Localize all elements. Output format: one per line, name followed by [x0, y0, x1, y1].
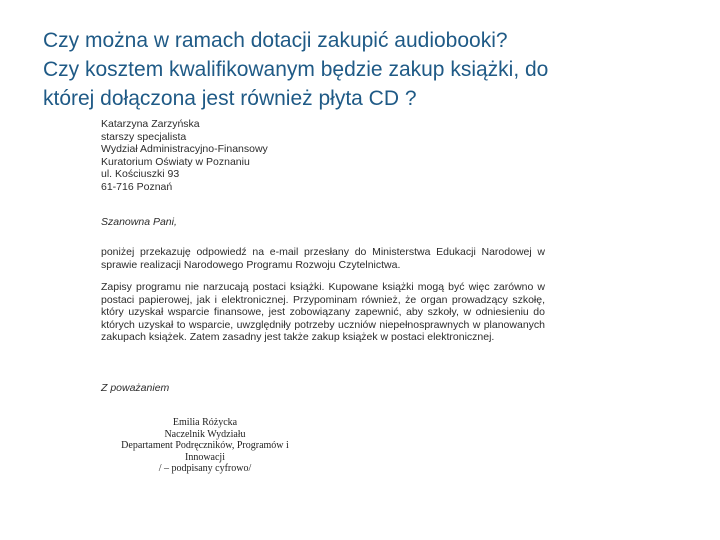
sender-line: 61-716 Poznań: [101, 180, 173, 193]
sender-line: Kuratorium Oświaty w Poznaniu: [101, 155, 250, 168]
sender-line: Wydział Administracyjno-Finansowy: [101, 143, 268, 155]
slide-title: [43, 26, 693, 113]
signature-line: Departament Podręczników, Programów i: [121, 440, 289, 451]
signature-line: Emilia Różycka: [172, 417, 238, 428]
letter-intro: poniżej przekazuję odpowiedź na e-mail przesłany do Ministerstwa Edukacji Narodowej w sprawie realizacji Narodowego Programu Rozwoju Czytelnictwa.: [101, 246, 545, 271]
letter-greeting: Szanowna Pani,: [101, 216, 177, 228]
title-line: Czy można w ramach dotacji zakupić audiobooki?: [43, 29, 508, 52]
sender-block: [101, 118, 268, 193]
title-line: Czy kosztem kwalifikowanym będzie zakup książki, do: [43, 58, 549, 81]
signature-line: Innowacji: [185, 451, 225, 463]
sender-line: Katarzyna Zarzyńska: [101, 118, 200, 130]
letter-body: Zapisy programu nie narzucają postaci książki. Kupowane książki mogą być więc zarówno w postaci papierowej, jak i elektronicznej. Przypominam również, że organ prowadzący szkołę, który uzyskał wsparcie finansowe, jest zobowiązany zapewnić, aby szkoły, w odniesieniu do których uzyskał to wsparcie, uwzględniły potrzeby uczniów niepełnosprawnych w planowanych zakupach książek. Zatem zasadny jest także zakup książek w postaci elektronicznej.: [101, 281, 545, 343]
signature-line: / – podpisany cyfrowo/: [158, 463, 252, 474]
title-line: której dołączona jest również płyta CD ?: [43, 87, 417, 110]
sender-line: ul. Kościuszki 93: [101, 168, 180, 180]
sender-line: starszy specjalista: [101, 130, 187, 143]
signature-block: [107, 417, 303, 475]
letter-closing: Z poważaniem: [101, 382, 170, 394]
letter-scan: [99, 118, 549, 488]
signature-line: Naczelnik Wydziału: [164, 428, 246, 440]
